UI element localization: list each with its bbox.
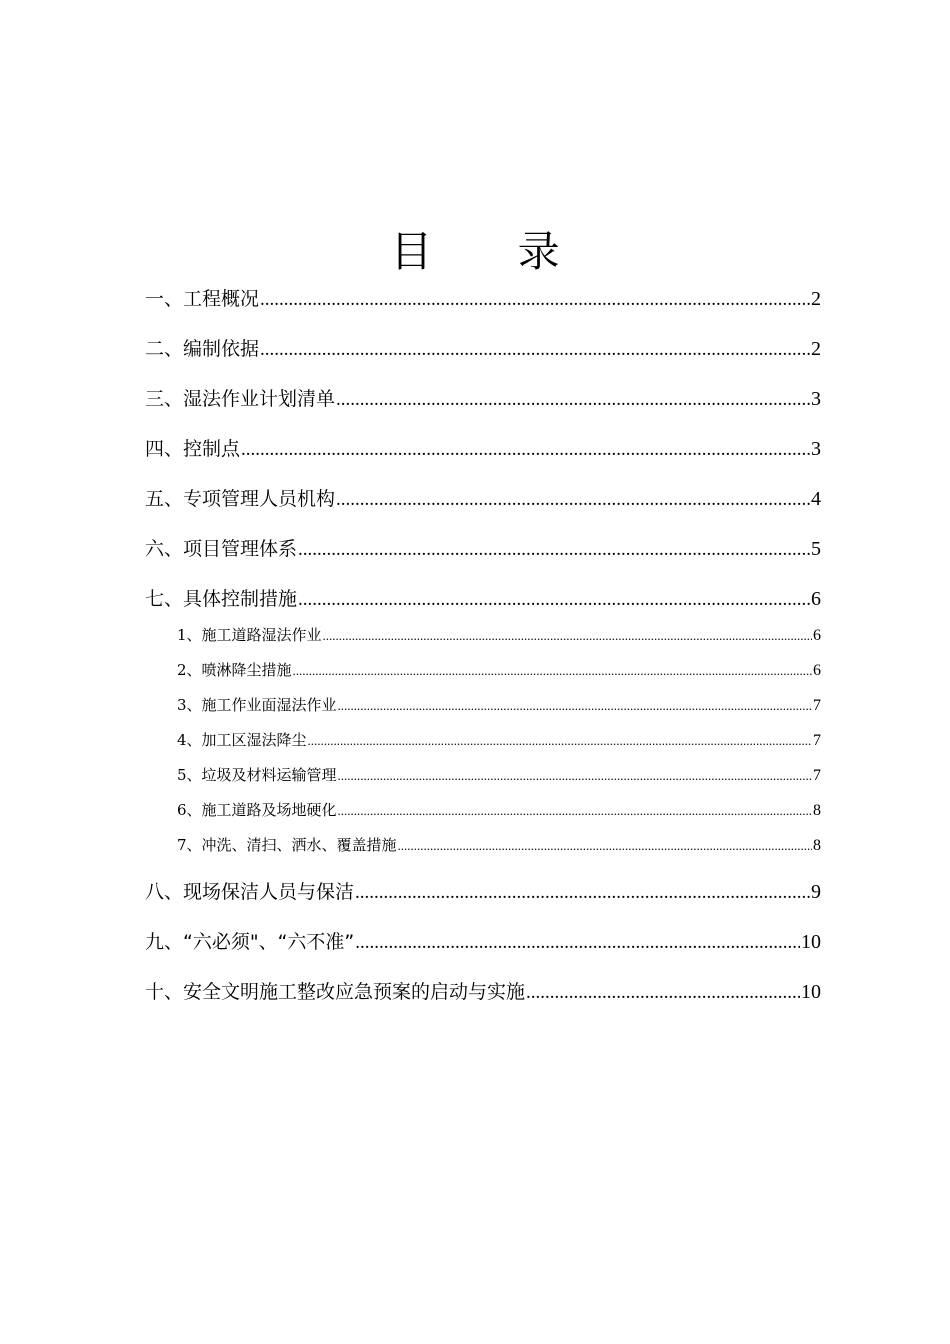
toc-subentry-label: 4、加工区湿法降尘 (177, 731, 307, 749)
toc-subentry[interactable] (177, 799, 821, 821)
toc-entry[interactable] (145, 978, 821, 1006)
toc-leader-dots (526, 979, 800, 1007)
toc-entry[interactable] (145, 485, 821, 513)
toc-subentry[interactable] (177, 834, 821, 856)
toc-leader-dots (260, 286, 810, 314)
toc-entry-label: 二、编制依据 (145, 338, 260, 360)
toc-leader-dots (398, 835, 812, 857)
toc-subentry[interactable] (177, 624, 821, 646)
toc-subentry[interactable] (177, 729, 821, 751)
toc-entry[interactable] (145, 585, 821, 613)
toc-subentry-label: 7、冲洗、清扫、洒水、覆盖措施 (177, 836, 397, 854)
toc-subentry-page: 8 (813, 802, 821, 819)
toc-leader-dots (338, 695, 812, 717)
toc-leader-dots (355, 929, 800, 957)
toc-leader-dots (260, 336, 810, 364)
toc-entry-page: 2 (811, 338, 821, 360)
toc-entry-page: 6 (811, 588, 821, 610)
toc-leader-dots (298, 586, 810, 614)
toc-subentry-page: 7 (813, 732, 821, 749)
toc-leader-dots (338, 765, 812, 787)
toc-leader-dots (323, 625, 812, 647)
toc-subentry-label: 3、施工作业面湿法作业 (177, 696, 337, 714)
toc-entry-label: 三、湿法作业计划清单 (145, 388, 336, 410)
toc-subentry-label: 1、施工道路湿法作业 (177, 626, 322, 644)
toc-entry-page: 4 (811, 488, 821, 510)
toc-entry[interactable] (145, 878, 821, 906)
toc-entry-page: 3 (811, 388, 821, 410)
toc-entry-page: 5 (811, 538, 821, 560)
toc-leader-dots (293, 660, 812, 682)
toc-entry-page: 2 (811, 288, 821, 310)
toc-entry-page: 10 (801, 931, 821, 953)
toc-entry-label: 五、专项管理人员机构 (145, 488, 336, 510)
toc-subentry-label: 6、施工道路及场地硬化 (177, 801, 337, 819)
toc-leader-dots (298, 536, 810, 564)
toc-subentry[interactable] (177, 694, 821, 716)
toc-entry-label: 十、安全文明施工整改应急预案的启动与实施 (145, 981, 526, 1003)
toc-entry-label: 六、项目管理体系 (145, 538, 298, 560)
toc-subentry[interactable] (177, 764, 821, 786)
toc-leader-dots (308, 730, 812, 752)
toc-subentry-label: 2、喷淋降尘措施 (177, 661, 292, 679)
toc-entry-label: 七、具体控制措施 (145, 588, 298, 610)
toc-subentry-page: 8 (813, 837, 821, 854)
toc-subentry-page: 7 (813, 767, 821, 784)
toc-entry[interactable] (145, 928, 821, 956)
toc-subentry-page: 6 (813, 662, 821, 679)
toc-entry[interactable] (145, 335, 821, 363)
toc-subentry-page: 6 (813, 627, 821, 644)
toc-subentry-label: 5、垃圾及材料运输管理 (177, 766, 337, 784)
toc-entry-page: 3 (811, 438, 821, 460)
toc-subentry[interactable] (177, 659, 821, 681)
toc-leader-dots (336, 386, 810, 414)
toc-entry[interactable] (145, 385, 821, 413)
toc-subentry-page: 7 (813, 697, 821, 714)
toc-leader-dots (355, 879, 810, 907)
toc-entry-label: 九、“六必须"、“六不准” (145, 931, 355, 953)
toc-leader-dots (241, 436, 810, 464)
toc-entry[interactable] (145, 435, 821, 463)
toc-entry-label: 一、工程概况 (145, 288, 260, 310)
toc-entry-label: 四、控制点 (145, 438, 241, 460)
toc-entry-page: 10 (801, 981, 821, 1003)
toc-entry-page: 9 (811, 881, 821, 903)
toc-title: 目 录 (390, 227, 596, 276)
toc-leader-dots (336, 486, 810, 514)
toc-entry[interactable] (145, 285, 821, 313)
toc-entry[interactable] (145, 535, 821, 563)
toc-leader-dots (338, 800, 812, 822)
toc-entry-label: 八、现场保洁人员与保洁 (145, 881, 355, 903)
